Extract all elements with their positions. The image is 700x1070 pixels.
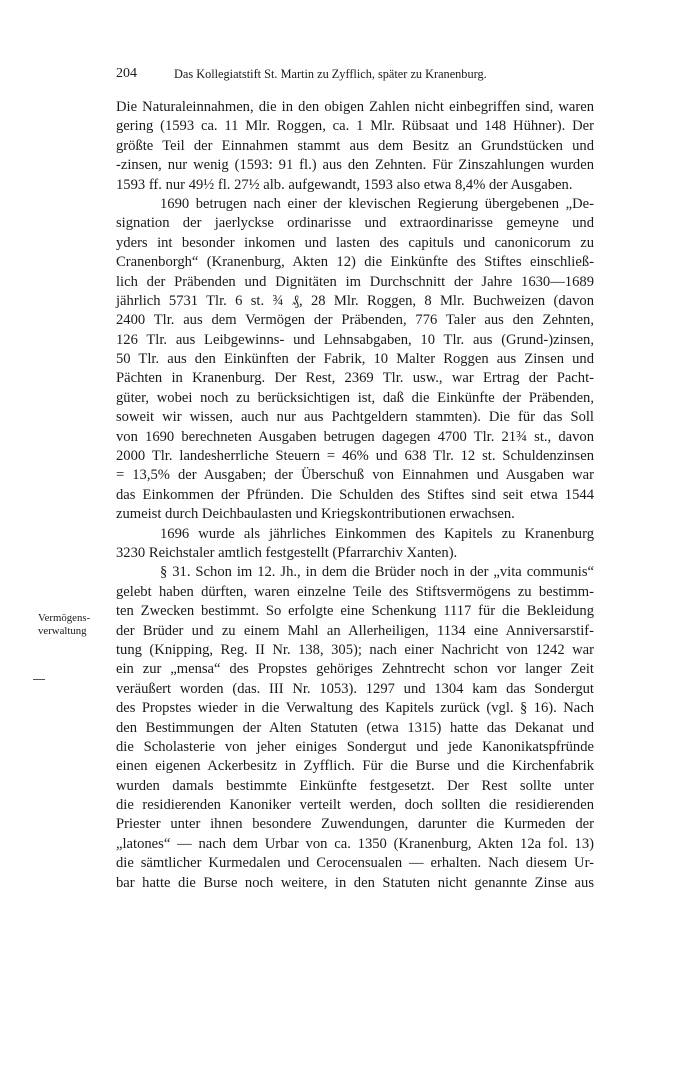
text-line: Die Naturaleinnahmen, die in den obigen Zahlen nicht einbegriffen sind, waren xyxy=(116,99,594,115)
text-line: veräußert worden (das. III Nr. 1053). 1297 und 1304 kam das Sondergut xyxy=(116,680,594,697)
text-line: zumeist durch Deichbaulasten und Kriegskontributionen erwachsen. xyxy=(116,506,515,523)
text-line: § 31. Schon im 12. Jh., in dem die Brüder noch in der „vita communis“ xyxy=(160,564,594,581)
text-line: güter, wobei noch zu berücksichtigen ist, daß die Einkünfte der Präbenden, xyxy=(116,389,594,406)
text-line: yders int besonder inkomen und lasten des capituls und canonicorum zu xyxy=(116,234,594,251)
text-line: wurden damals bestimmte Einkünfte festgesetzt. Der Rest sollte unter xyxy=(116,777,594,794)
text-line: 50 Tlr. aus den Einkünften der Fabrik, 10 Malter Roggen aus Zinsen und xyxy=(116,351,594,368)
text-line: 1593 ff. nur 49½ fl. 27½ alb. aufgewandt, 1593 also etwa 8,4% der Ausgaben. xyxy=(116,176,573,193)
margin-note-line: Vermögens- xyxy=(38,612,91,624)
text-line: bar hatte die Burse noch weitere, in den Statuten nicht genannte Zinse aus xyxy=(116,874,594,891)
page-number: 204 xyxy=(116,66,137,81)
margin-note xyxy=(38,612,110,638)
text-line: der Brüder und zu einem Mahl an Allerheiligen, 1134 eine Anniversarstif- xyxy=(116,622,594,639)
text-line: lich der Präbenden und Dignitäten im Durchschnitt der Jahre 1630—1689 xyxy=(116,273,594,290)
text-line: das Einkommen der Pfründen. Die Schulden des Stiftes sind seit etwa 1544 xyxy=(116,486,594,503)
text-line: gering (1593 ca. 11 Mlr. Roggen, ca. 1 Mlr. Rübsaat und 148 Hühner). Der xyxy=(116,118,594,135)
text-line: „latones“ — nach dem Urbar von ca. 1350 (Kranenburg, Akten 12a fol. 13) xyxy=(116,835,594,852)
text-line: ein zur „mensa“ des Propstes gehöriges Zehntrecht schon vor langer Zeit xyxy=(116,661,594,678)
body-text xyxy=(116,98,594,893)
text-line: -zinsen, nur wenig (1593: 91 fl.) aus den Zehnten. Für Zinszahlungen wurden xyxy=(116,157,594,174)
text-line: 2400 Tlr. aus dem Vermögen der Präbenden, 776 Taler aus den Zehnten, xyxy=(116,312,594,329)
text-line: die Scholasterie von jeher einiges Sondergut und jede Kanonikatspfründe xyxy=(116,738,594,755)
text-line: soweit wir wissen, auch nur aus Pachtgeldern stammten). Die für das Soll xyxy=(116,409,594,426)
text-line: 1690 betrugen nach einer der klevischen Regierung übergebenen „De- xyxy=(160,195,594,212)
text-line: die residierenden Kanoniker verteilt werden, doch sollten die residierenden xyxy=(116,797,594,814)
text-line: tung (Knipping, Reg. II Nr. 138, 305); nach einer Nachricht von 1242 war xyxy=(116,641,594,658)
text-line: signation der jaerlyckse ordinarisse und extraordinarisse gemeyne und xyxy=(116,215,594,232)
text-line: des Propstes wieder in die Verwaltung des Kapitels zurück (vgl. § 16). Nach xyxy=(116,700,594,717)
margin-dash xyxy=(33,679,45,680)
text-line: jährlich 5731 Tlr. 6 st. ¾ ₰, 28 Mlr. Roggen, 8 Mlr. Buchweizen (davon xyxy=(116,292,594,309)
text-line: ten Zwecken bestimmt. So erfolgte eine Schenkung 1117 für die Bekleidung xyxy=(116,603,594,620)
text-line: größte Teil der Einnahmen stammt aus dem Besitz an Grundstücken und xyxy=(116,137,594,154)
margin-note-line: verwaltung xyxy=(38,625,87,637)
text-line: 126 Tlr. aus Leibgewinns- und Lehnsabgaben, 10 Tlr. aus (Grund-)zinsen, xyxy=(116,331,594,348)
text-line: Cranenborgh“ (Kranenburg, Akten 12) die Einkünfte des Stiftes einschließ- xyxy=(116,254,594,271)
text-line: von 1690 berechneten Ausgaben betrugen dagegen 4700 Tlr. 21¾ st., davon xyxy=(116,428,594,445)
page-header xyxy=(116,66,594,86)
text-line: die sämtlicher Kurmedalen und Cerocensualen — erhalten. Nach diesem Ur- xyxy=(116,855,594,872)
running-title: Das Kollegiatstift St. Martin zu Zyfflich, später zu Kranenburg. xyxy=(174,67,487,81)
text-line: 1696 wurde als jährliches Einkommen des Kapitels zu Kranenburg xyxy=(160,525,594,542)
text-line: einen eigenen Ackerbesitz in Zyfflich. Für die Burse und die Kirchenfabrik xyxy=(116,758,594,775)
text-line: = 13,5% der Ausgaben; der Überschuß von Einnahmen und Ausgaben war xyxy=(116,467,594,484)
text-line: 3230 Reichstaler amtlich festgestellt (Pfarrarchiv Xanten). xyxy=(116,544,458,561)
text-line: Priester unter ihnen besondere Zuwendungen, darunter die Kurmeden der xyxy=(116,816,594,833)
text-line: Pächten in Kranenburg. Der Rest, 2369 Tlr. usw., war Ertrag der Pacht- xyxy=(116,370,594,387)
text-line: gelebt haben dürften, waren einzelne Teile des Stiftsvermögens zu bestimm- xyxy=(116,583,594,600)
text-line: den Bestimmungen der Alten Statuten (etwa 1315) hatte das Dekanat und xyxy=(116,719,594,736)
text-line: 2000 Tlr. landesherrliche Steuern = 46% und 638 Tlr. 12 st. Schuldenzinsen xyxy=(116,448,594,465)
